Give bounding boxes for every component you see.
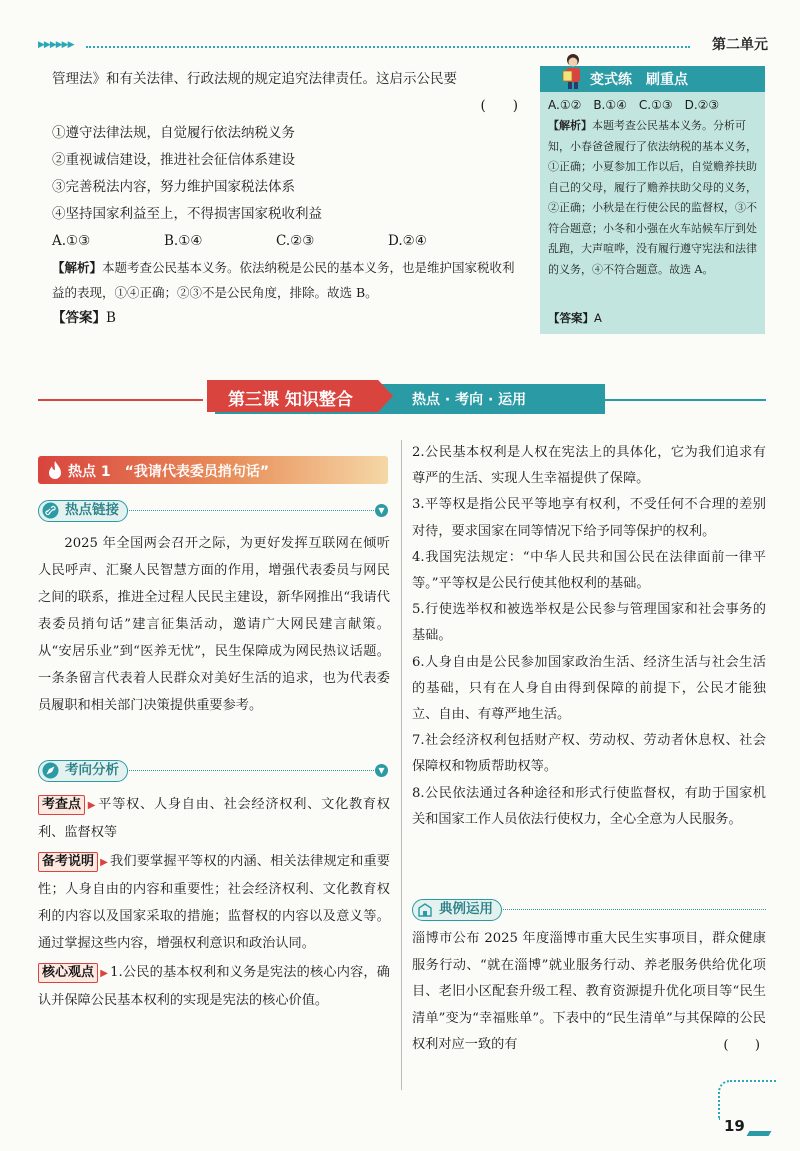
point-8: 8.公民依法通过各种途径和形式行使监督权，有助于国家机关和国家工作人员依法行使权力，全心全意为人民服务。 <box>412 785 766 827</box>
example-paren: ( ) <box>723 1037 760 1053</box>
building-icon <box>417 902 433 918</box>
analysis-heading <box>38 760 388 782</box>
page-number-text: 19 <box>724 1117 745 1135</box>
point-3: 3.平等权是指公民平等地享有权利，不受任何不合理的差别对待，要求国家在同等情况下给予同等保护的权利。 <box>412 497 766 539</box>
prep-note <box>38 848 390 957</box>
exam-point-label: 考查点 <box>38 795 85 815</box>
hotspot-link-label: 热点链接 <box>65 502 119 518</box>
point-2: 2.公民基本权利是人权在宪法上的具体化，它为我们追求有尊严的生活、实现人生幸福提供了保障。 <box>412 445 766 487</box>
lesson-title: 第三课 知识整合 <box>228 390 353 410</box>
exam-point-text: 平等权、人身自由、社会经济权利、文化教育权利、监督权等 <box>38 797 390 840</box>
hotspot-link-pill <box>38 500 128 522</box>
column-divider <box>401 440 402 1090</box>
answer-paren: ( ) <box>480 98 518 114</box>
core-view <box>38 959 390 1014</box>
example-text: 淄博市公布 2025 年度淄博市重大民生实事项目，群众健康服务行动、“就在淄博”就业服务行动、养老服务供给优化项目、老旧小区配套升级工程、教育资源提升优化项目等“民生清单”变为“幸福账单”。下表中的“民生清单”与其保障的公民权利对应一致的有 <box>412 931 766 1052</box>
practice-sidebox <box>540 66 765 334</box>
point-5: 5.行使选举权和被选举权是公民参与管理国家和社会事务的基础。 <box>412 602 766 644</box>
prep-text: 我们要掌握平等权的内涵、相关法律规定和重要性；人身自由的内容和重要性；社会经济权利、文化教育权利的内容以及国家采取的措施；监督权的内容以及意义等。通过掌握这些内容，增强权利意识和政治认同。 <box>38 854 390 951</box>
page-number <box>718 1117 770 1139</box>
hotspot-link-text <box>38 530 390 719</box>
corner-dotted-frame <box>718 1080 776 1120</box>
flame-icon <box>46 460 64 480</box>
lesson-subtitle: 热点 · 考向 · 运用 <box>412 392 527 408</box>
analysis-pill <box>38 760 128 782</box>
prep-label: 备考说明 <box>38 852 98 872</box>
explain-tag: 【解析】 <box>52 260 103 275</box>
sidebox-explanation <box>548 116 760 280</box>
analysis-content <box>38 791 390 1014</box>
answer-text: B <box>106 310 116 326</box>
core-label: 核心观点 <box>38 963 98 983</box>
chevron-down-icon: ▼ <box>375 764 388 777</box>
example-label: 典例运用 <box>439 901 493 917</box>
question-item-3: ③完善税法内容，努力维护国家税法体系 <box>52 179 295 195</box>
compass-icon <box>42 762 59 779</box>
page-number-mark <box>747 1131 772 1136</box>
unit-title: 第二单元 <box>712 37 768 53</box>
explain-text: 本题考查公民基本义务。依法纳税是公民的基本义务，也是维护国家税收利益的表现，①④正确；②③不是公民角度，排除。故选 B。 <box>52 260 515 300</box>
sidebox-options: A.①② B.①④ C.①③ D.②③ <box>548 98 720 112</box>
sidebox-title <box>590 69 688 89</box>
point-7: 7.社会经济权利包括财产权、劳动权、劳动者休息权、社会保障权和物质帮助权等。 <box>412 733 766 775</box>
question-block <box>52 66 522 332</box>
example-text-block <box>412 926 766 1059</box>
analysis-label: 考向分析 <box>65 762 119 778</box>
point-6: 6.人身自由是公民参加国家政治生活、经济生活与社会生活的基础，只有在人身自由得到保障的前提下，公民才能独立、自由、有尊严地生活。 <box>412 654 766 723</box>
exam-point <box>38 791 390 846</box>
sidebox-title-b: 刷重点 <box>646 72 688 88</box>
option-a: A.①③ <box>52 233 91 249</box>
question-stem: 管理法》和有关法律、行政法规的规定追究法律责任。这启示公民要 <box>52 71 457 87</box>
hotspot-heading <box>38 456 388 484</box>
question-options <box>52 228 522 255</box>
question-item-1: ①遵守法律法规，自觉履行依法纳税义务 <box>52 125 295 141</box>
sidebox-answer-tag: 【答案】 <box>548 311 594 325</box>
sidebox-explain-text: 本题考查公民基本义务。分析可知，小春爸爸履行了依法纳税的基本义务，①正确；小夏参加工作以后，自觉赡养扶助自己的父母，履行了赡养扶助父母的义务，②正确；小秋是在行使公民的监督权，③不符合题意；小冬和小强在火车站候车厅到处乱跑，大声喧哗，没有履行遵守宪法和法律的义务，④不符合题意。故选 A。 <box>548 119 757 276</box>
sidebox-title-a: 变式练 <box>590 72 632 88</box>
triangle-icon: ▶ <box>87 800 97 811</box>
hotspot-title: 热点 1 “我请代表委员捎句话” <box>68 464 270 480</box>
question-item-4: ④坚持国家利益至上，不得损害国家税收利益 <box>52 206 322 222</box>
point-4: 4.我国宪法规定：“中华人民共和国公民在法律面前一律平等。”平等权是公民行使其他权利的基础。 <box>412 549 766 592</box>
hotspot-link-heading <box>38 500 388 522</box>
hotspot-paragraph: 2025 年全国两会召开之际，为更好发挥互联网在倾听人民呼声、汇聚人民智慧方面的作用，增强代表委员与网民之间的联系，推进全过程人民民主建设，新华网推出“我请代表委员捎句话”建言征集活动，邀请广大网民建言献策。从“安居乐业”到“医养无忧”，民生保障成为网民热议话题。一条条留言代表着人民群众对美好生活的追求，也为代表委员履职和相关部门决策提供重要参考。 <box>38 536 390 713</box>
option-b: B.①④ <box>164 233 203 249</box>
core-text: 1.公民的基本权利和义务是宪法的核心内容，确认并保障公民基本权利的实现是宪法的核心价值。 <box>38 965 390 1008</box>
sidebox-explain-tag: 【解析】 <box>548 119 592 132</box>
answer-tag: 【答案】 <box>52 310 106 326</box>
student-icon <box>560 52 586 90</box>
sidebox-answer-text: A <box>594 311 602 325</box>
chevron-down-icon: ▼ <box>375 504 388 517</box>
triangle-icon: ▶ <box>100 968 109 979</box>
question-answer <box>52 305 522 332</box>
header-dotted-line <box>86 46 690 48</box>
lesson-rule-right <box>600 399 766 401</box>
triangle-icon: ▶ <box>100 857 109 868</box>
question-item-2: ②重视诚信建设，推进社会征信体系建设 <box>52 152 295 168</box>
option-d: D.②④ <box>388 233 427 249</box>
running-header <box>38 37 768 54</box>
option-c: C.②③ <box>276 233 315 249</box>
example-heading <box>412 899 766 921</box>
lesson-rule-left <box>38 399 203 401</box>
example-pill <box>412 899 502 921</box>
question-explanation <box>52 255 522 305</box>
link-icon <box>42 502 59 519</box>
sidebox-answer <box>548 310 602 326</box>
arrow-icons: ▶▶▶▶▶▶ <box>38 40 74 50</box>
core-points <box>412 440 766 833</box>
